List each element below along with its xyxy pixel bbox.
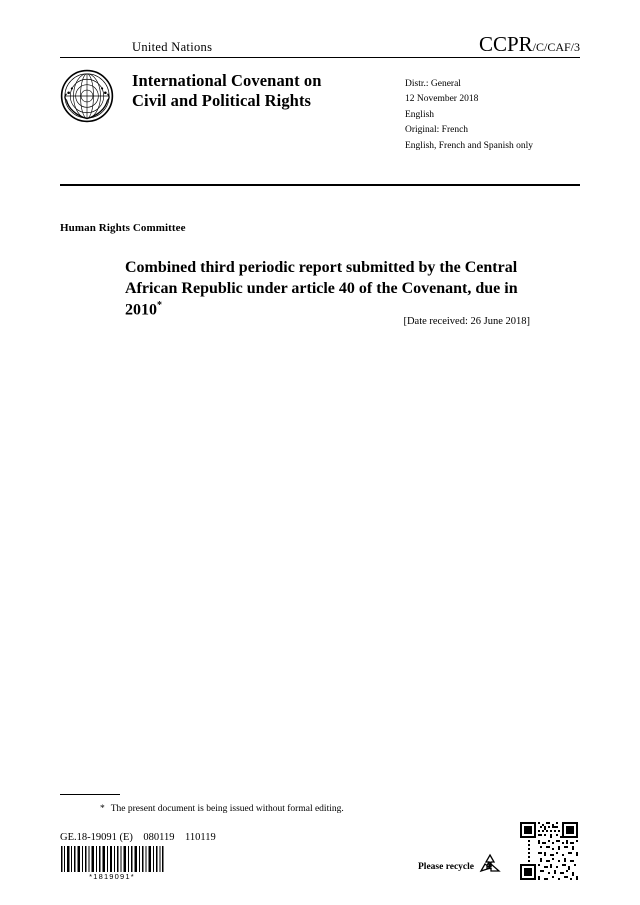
barcode [60, 846, 164, 872]
document-symbol-main: CCPR [478, 32, 533, 56]
document-header [60, 34, 580, 186]
footnote-text: The present document is being issued without formal editing. [110, 804, 344, 814]
qr-code [518, 820, 580, 882]
header-body-row [60, 67, 580, 154]
un-emblem-icon [60, 69, 114, 128]
recycle-icon [478, 853, 502, 880]
barcode-text: *1819091* [89, 872, 135, 881]
covenant-title-line1: International Covenant on [132, 71, 322, 90]
committee-name: Human Rights Committee [60, 222, 186, 234]
distribution-line-3: Original: French [405, 125, 469, 136]
footnote-marker: * [100, 804, 105, 814]
distribution-line-2: English [405, 109, 435, 120]
header-top-rule [60, 57, 580, 58]
covenant-title-line2: Civil and Political Rights [132, 91, 312, 111]
header-bottom-rule [60, 184, 580, 186]
footnote-separator [60, 794, 120, 795]
recycle-notice [418, 853, 502, 880]
organization-label: United Nations [132, 40, 213, 54]
distribution-line-0: Distr.: General [405, 79, 461, 89]
distribution-line-1: 12 November 2018 [405, 94, 479, 105]
job-number: GE.18-19091 (E) 080119 110119 [60, 832, 216, 843]
covenant-title [132, 67, 405, 154]
page-title [125, 257, 525, 321]
date-received: [Date received: 26 June 2018] [403, 316, 530, 327]
emblem-cell [60, 67, 132, 154]
footnote [100, 804, 344, 814]
distribution-block [405, 67, 580, 154]
page-title-text: Combined third periodic report submitted by the Central African Republic under article 40 of the Covenant, due in 2010 [125, 258, 518, 319]
recycle-label: Please recycle [418, 861, 474, 872]
header-top-row [60, 34, 580, 57]
title-footnote-marker: * [157, 299, 162, 311]
document-symbol [479, 34, 580, 55]
distribution-line-4: English, French and Spanish only [405, 140, 533, 151]
document-symbol-sub: /C/CAF/3 [532, 40, 580, 54]
header-bottom-rule-wrap [60, 184, 580, 186]
